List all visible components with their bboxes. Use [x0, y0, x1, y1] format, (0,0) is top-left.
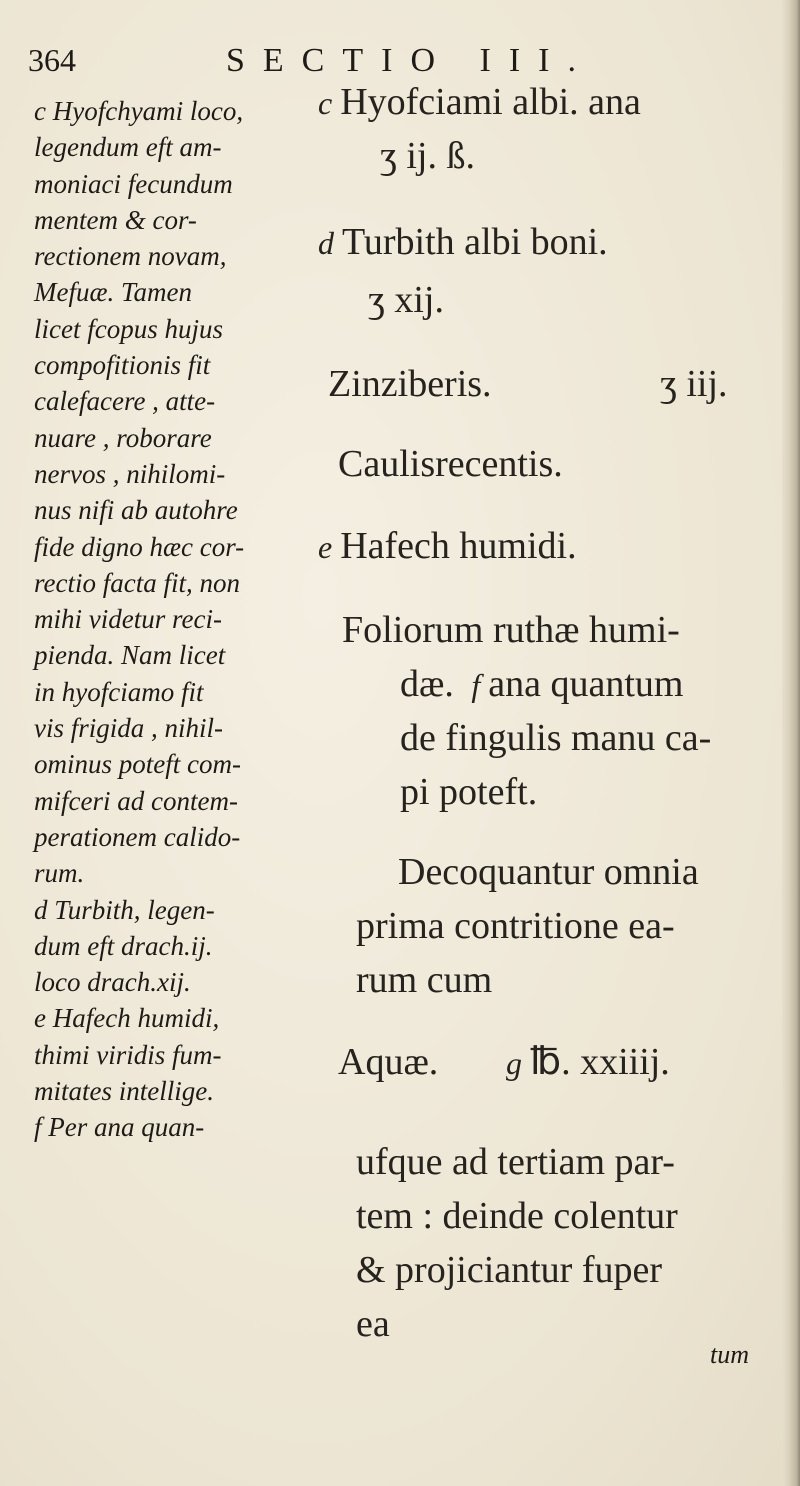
- marginal-annotations: [34, 93, 334, 1146]
- recipe-line: ea: [356, 1303, 390, 1345]
- recipe-line: pi poteft.: [400, 771, 538, 813]
- annotation-line: c Hyofchyami loco,: [34, 96, 244, 126]
- annotation-line: rectionem novam,: [34, 241, 227, 272]
- recipe-line: rum cum: [356, 959, 493, 1001]
- dose: ʒ iij.: [660, 363, 728, 405]
- annotation-line: thimi viridis fum-: [34, 1039, 222, 1070]
- recipe-line: ʒ ij. ß.: [380, 135, 475, 177]
- recipe-line: d Turbith albi boni.: [318, 221, 608, 263]
- recipe-line: prima contritione ea-: [356, 905, 675, 947]
- running-title: SECTIO III.: [226, 42, 594, 79]
- annotation-line: ominus poteft com-: [34, 749, 241, 780]
- dose: g ℔. xxiiij.: [506, 1041, 670, 1083]
- annotation-line: mitates intellige.: [34, 1076, 214, 1107]
- annotation-line: in hyofciamo fit: [34, 676, 204, 707]
- recipe-line: tem : deinde colentur: [356, 1195, 678, 1237]
- annotation-line: dum eft drach.ij.: [34, 930, 213, 961]
- recipe-line: dæ. f ana quantum: [400, 663, 684, 705]
- annotation-line: f Per ana quan-: [34, 1112, 205, 1143]
- annotation-line: perationem calido-: [34, 821, 241, 852]
- note-marker: g: [506, 1045, 522, 1081]
- annotation-line: d Turbith, legen-: [34, 894, 215, 925]
- annotation-line: fide digno hæc cor-: [34, 531, 245, 562]
- annotation-line: e Hafech humidi,: [34, 1003, 220, 1034]
- annotation-line: nervos , nihilomi-: [34, 458, 226, 489]
- recipe-line: & projiciantur fuper: [356, 1249, 663, 1291]
- annotation-line: vis frigida , nihil-: [34, 713, 223, 744]
- recipe-line: Aquæ.: [338, 1041, 439, 1083]
- recipe-line: c Hyofciami albi. ana: [318, 81, 641, 123]
- recipe-line: Zinziberis.: [328, 363, 492, 405]
- note-marker: d: [318, 225, 334, 261]
- note-marker: f: [471, 667, 481, 703]
- annotation-line: nus nifi ab autohre: [34, 495, 238, 526]
- annotation-line: pienda. Nam licet: [34, 640, 226, 671]
- annotation-line: calefacere , atte-: [34, 386, 216, 417]
- annotation-line: rectio facta fit, non: [34, 567, 240, 598]
- recipe-line: e Hafech humidi.: [318, 525, 577, 567]
- annotation-line: loco drach.xij.: [34, 967, 191, 998]
- annotation-line: Mefuæ. Tamen: [34, 277, 193, 308]
- recipe-line: Foliorum ruthæ humi-: [342, 609, 680, 651]
- recipe-line: Decoquantur omnia: [398, 851, 699, 893]
- annotation-line: nuare , roborare: [34, 422, 212, 453]
- recipe-line: ufque ad tertiam par-: [356, 1141, 675, 1183]
- page-number: 364: [28, 42, 76, 78]
- annotation-line: rum.: [34, 858, 85, 889]
- annotation-line: mentem & cor-: [34, 204, 197, 235]
- annotation-line: compofitionis fit: [34, 350, 211, 381]
- page-gutter-shadow: [782, 0, 800, 1486]
- annotation-line: licet fcopus hujus: [34, 313, 223, 344]
- note-marker: c: [318, 85, 333, 121]
- recipe-line: de fingulis manu ca-: [400, 717, 712, 759]
- recipe-line: ʒ xij.: [368, 279, 444, 321]
- annotation-line: legendum eft am-: [34, 132, 222, 163]
- annotation-line: moniaci fecundum: [34, 168, 233, 199]
- annotation-line: mifceri ad contem-: [34, 785, 238, 816]
- catchword: tum: [710, 1340, 749, 1369]
- note-marker: e: [318, 529, 333, 565]
- recipe-line: Caulisrecentis.: [338, 443, 563, 485]
- annotation-line: mihi videtur reci-: [34, 604, 222, 635]
